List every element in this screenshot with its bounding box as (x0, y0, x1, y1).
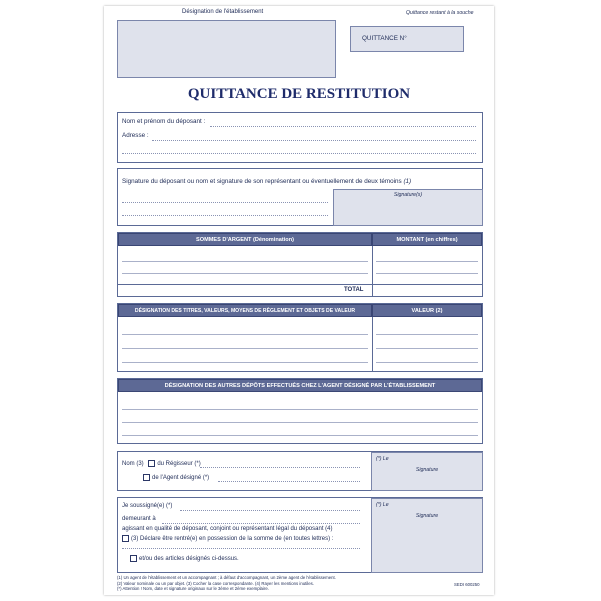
agent-section (117, 451, 483, 491)
receipt-form (104, 6, 494, 595)
page-title: QUITTANCE DE RESTITUTION (187, 86, 411, 102)
address-line-2[interactable] (122, 153, 476, 154)
depositor-box (117, 112, 483, 163)
agent-name-row: Nom (3) du Régisseur (*) (122, 461, 201, 468)
acting-label: agissant en qualité de déposant, conjoint ou représentant légal du déposant (4) (122, 526, 333, 532)
signature-line-2[interactable] (122, 215, 328, 216)
titles-col2-header: VALEUR (2) (372, 304, 482, 317)
value-row-2[interactable] (376, 348, 478, 349)
signatures-field[interactable] (333, 189, 483, 226)
other-deposits-row-1[interactable] (122, 409, 478, 410)
footnotes (117, 575, 336, 592)
money-row-2[interactable] (122, 273, 368, 274)
titles-row-1[interactable] (122, 334, 368, 335)
address-label: Adresse : (122, 132, 149, 139)
agent-signature-field[interactable] (371, 452, 483, 491)
declaration-signature-field[interactable] (371, 498, 483, 573)
total-label: TOTAL (344, 287, 364, 293)
titles-row-2[interactable] (122, 348, 368, 349)
residing-label: demeurant à (122, 516, 156, 522)
agent-date-label: (*) Le (376, 456, 389, 462)
declaration-date-label: (*) Le (376, 502, 389, 508)
signature-section (117, 168, 483, 226)
titles-row-3[interactable] (122, 362, 368, 363)
other-deposits-table (117, 378, 483, 444)
signatures-label: Signature(s) (393, 192, 423, 198)
other-deposits-row-2[interactable] (122, 422, 478, 423)
footnote-2: (2) Valeur nominale ou un par objet. (3) Cocher la case correspondante. (4) Rayer les mentions inutiles. (117, 580, 314, 586)
declaration-section (117, 497, 483, 573)
stub-note: Quittance restant à la souche (406, 10, 474, 16)
articles-checkbox[interactable] (130, 555, 137, 562)
receipt-number-field[interactable] (350, 26, 464, 52)
other-deposits-row-3[interactable] (122, 435, 478, 436)
footnote-1: (1) Un agent de l'établissement et un accompagnant ; à défaut d'accompagnant, un 2ème agent de l'établissement. (117, 575, 336, 580)
agent-designated-checkbox[interactable] (143, 474, 150, 481)
residing-line[interactable] (162, 523, 360, 524)
amount-row-2[interactable] (376, 273, 478, 274)
undersigned-label: Je soussigné(e) (*) (122, 503, 173, 509)
agent-designated-row: de l'Agent désigné (*) (143, 474, 209, 481)
value-row-1[interactable] (376, 334, 478, 335)
money-row-1[interactable] (122, 261, 368, 262)
money-col-divider (372, 246, 373, 296)
agent-designated-line[interactable] (218, 481, 360, 482)
titles-col-divider (372, 317, 373, 371)
regisseur-line[interactable] (200, 467, 360, 468)
undersigned-line[interactable] (180, 510, 360, 511)
value-row-3[interactable] (376, 362, 478, 363)
money-total-divider (118, 284, 482, 285)
money-col2-header: MONTANT (en chiffres) (372, 233, 482, 246)
money-table (117, 232, 483, 297)
form-reference: SEDI 600250 (454, 582, 480, 587)
signature-instruction: Signature du déposant ou nom et signature de son représentant ou éventuellement de deux témoins (1) (122, 178, 412, 185)
depositor-name-line[interactable] (210, 126, 476, 127)
articles-row: et/ou des articles désignés ci-dessus. (130, 555, 239, 562)
address-line-1[interactable] (152, 140, 476, 141)
declaration-signature-label: Signature (415, 513, 439, 519)
money-col1-header: SOMMES D'ARGENT (Dénomination) (118, 233, 372, 246)
titles-table (117, 303, 483, 372)
footnote-3: (*) Attention ! Nom, date et signature originaux sur le 3ème et 2ème exemplaire. (117, 586, 269, 592)
agent-signature-label: Signature (415, 467, 439, 473)
depositor-name-label: Nom et prénom du déposant : (122, 118, 206, 125)
declare-row: (3) Déclare être rentré(e) en possession de la somme de (en toutes lettres) : (122, 535, 333, 542)
amount-words-line[interactable] (122, 548, 360, 549)
signature-line-1[interactable] (122, 202, 328, 203)
establishment-field[interactable] (117, 20, 336, 78)
regisseur-checkbox[interactable] (148, 460, 155, 467)
other-deposits-header: DÉSIGNATION DES AUTRES DÉPÔTS EFFECTUÉS CHEZ L'AGENT DÉSIGNÉ PAR L'ÉTABLISSEMENT (118, 379, 482, 392)
receipt-number-label: QUITTANCE N° (362, 35, 407, 42)
titles-col1-header: DÉSIGNATION DES TITRES, VALEURS, MOYENS DE RÈGLEMENT ET OBJETS DE VALEUR (118, 304, 372, 317)
declare-checkbox[interactable] (122, 535, 129, 542)
amount-row-1[interactable] (376, 261, 478, 262)
establishment-label: Désignation de l'établissement (182, 9, 264, 15)
